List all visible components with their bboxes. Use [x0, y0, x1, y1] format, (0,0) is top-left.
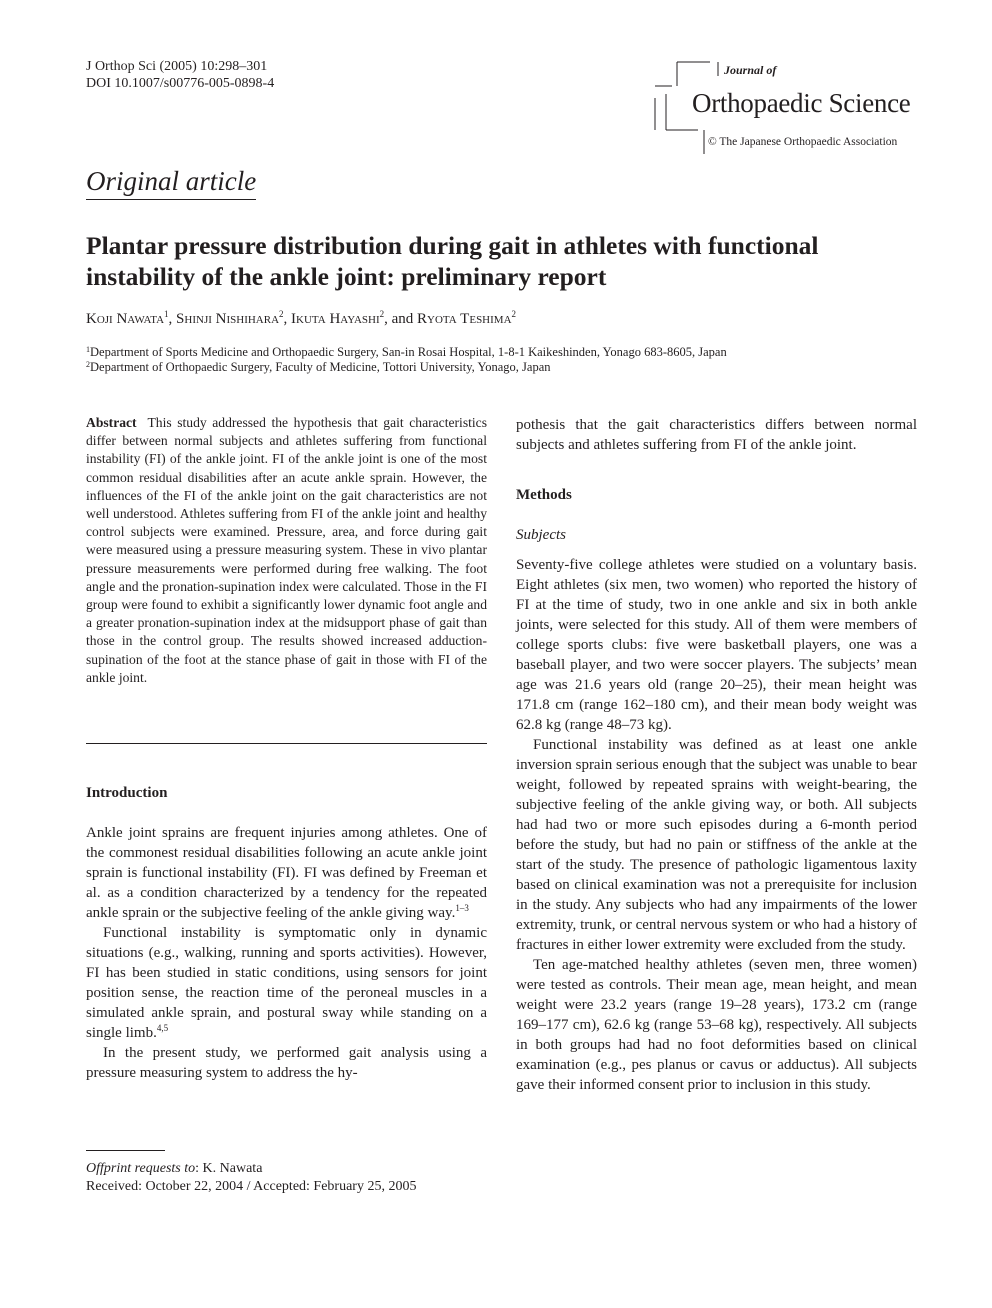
offprint-line [86, 1160, 416, 1178]
abstract [86, 414, 487, 687]
subjects-heading: Subjects [516, 527, 566, 543]
affiliation-number: 2 [86, 360, 90, 369]
introduction-heading: Introduction [86, 785, 168, 801]
subjects-paragraph-3: Ten age-matched healthy athletes (seven men, three women) were tested as controls. Their mean age, mean height, and mean weight were 23.2 years (range 19–28 years), 173.2 cm (range 169–177 cm), 62.6 kg (range 53–68 kg), respectively. All subjects in both groups had had no foot deformities based on clinical examination (e.g., pes planus or cavus or adductus). All subjects gave their informed consent prior to inclusion in this study. [516, 957, 917, 1093]
abstract-label: Abstract [86, 415, 137, 430]
author-separator: , and [384, 311, 418, 327]
introduction-paragraph-1 [86, 823, 487, 923]
logo-journal-title: Orthopaedic Science [692, 88, 911, 118]
author-affiliation-marker: 2 [511, 309, 517, 319]
introduction-paragraph-2 [86, 923, 487, 1043]
abstract-text: This study addressed the hypothesis that gait characteristics differ between normal subjects and athletes suffering from functional instability (FI) of the ankle joint. FI of the ankle joint is one of the most common residual disabilities after an acute ankle sprain. However, the influences of the FI of the ankle joint on the gait characteristics are not well understood. Athletes suffering from FI of the ankle joint and healthy control subjects were examined. Pressure, area, and force during gait were measured using a pressure measuring system. These in vivo plantar pressure measurements were performed during free walking. The foot angle and the pronation-supination index were calculated. Those in the FI group were found to exhibit a significantly lower dynamic foot angle and a greater pronation-supination index at the midsupport phase of gait than those in the control group. The results showed increased adduction-supination of the foot at the stance phase of gait in those with FI of the ankle joint. [86, 415, 487, 685]
affiliation-1 [86, 345, 727, 360]
offprint-name: : K. Nawata [195, 1161, 263, 1176]
subjects-paragraph-1: Seventy-five college athletes were studied on a voluntary basis. Eight athletes (six men, two women) who reported the history of FI at the time of study, two in one ankle and six in both ankle joints, were selected for this study. All of them were members of college sports clubs: five were basketball players, one was a baseball player, and two were soccer players. The subjects’ mean age was 21.6 years old (range 20–25), their mean height was 171.8 cm (range 162–180 cm), and their mean body weight was 62.8 kg (range 48–73 kg). [516, 557, 917, 733]
methods-heading: Methods [516, 487, 572, 503]
footnote [86, 1160, 416, 1196]
abstract-divider [86, 743, 487, 744]
reference-marker: 4,5 [156, 1023, 169, 1033]
journal-logo [652, 58, 932, 158]
received-accepted-line: Received: October 22, 2004 / Accepted: February 25, 2005 [86, 1179, 417, 1194]
author-affiliation-marker: 1 [164, 309, 169, 319]
right-column [516, 415, 917, 1095]
reference-marker: 1–3 [455, 903, 469, 913]
subjects-paragraph-2: Functional instability was defined as at least one ankle inversion sprain serious enough that the subject was unable to bear weight, followed by repeated sprains with weight-bearing, the subjective feeling of the ankle giving way, or both. All subjects had had two or more such episodes during a 6-month period before the study, but had no pain or stiffness of the ankle at the start of the study. The presence of pathologic ligamentous laxity based on clinical examination was not a prerequisite for inclusion in the study. Any subjects who had any impairments of the lower extremity, trunk, or central nervous system or who had a history of fractures in either lower extremity were excluded from the study. [516, 737, 917, 953]
citation-line: J Orthop Sci (2005) 10:298–301 [86, 59, 268, 74]
logo-journal-of: Journal of [724, 63, 777, 77]
affiliation-2 [86, 360, 551, 375]
introduction-section [86, 783, 487, 1083]
article-type: Original article [86, 166, 256, 200]
article-title: Plantar pressure distribution during gait in athletes with functional instability of the ankle joint: preliminary report [86, 231, 819, 291]
affiliation-text: Department of Orthopaedic Surgery, Faculty of Medicine, Tottori University, Yonago, Japan [90, 360, 551, 374]
author-separator: , [283, 311, 292, 327]
introduction-paragraph-3: In the present study, we performed gait analysis using a pressure measuring system to address the hy- [86, 1045, 487, 1081]
author-name: Shinji Nishihara [176, 311, 280, 327]
author-name: Ikuta Hayashi [291, 311, 380, 327]
author-affiliation-marker: 2 [279, 309, 284, 319]
footnote-divider [86, 1150, 165, 1151]
affiliation-text: Department of Sports Medicine and Orthopaedic Surgery, San-in Rosai Hospital, 1-8-1 Kaikeshinden, Yonago 683-8605, Japan [90, 345, 727, 359]
journal-citation [86, 58, 274, 92]
author-affiliation-marker: 2 [379, 309, 385, 319]
doi-line: DOI 10.1007/s00776-005-0898-4 [86, 76, 275, 91]
paragraph-text: Functional instability is symptomatic only in dynamic situations (e.g., walking, running and sports activities). However, FI has been studied in static conditions, using sensors for joint position sense, the reaction time of the peroneal muscles in a simulated ankle sprain, and postural sway while standing on a single limb. [86, 925, 487, 1041]
offprint-label: Offprint requests to [86, 1161, 196, 1176]
author-name: Ryota Teshima [417, 311, 512, 327]
affiliation-number: 1 [86, 345, 90, 354]
author-separator: , [168, 311, 177, 327]
author-name: Koji Nawata [86, 311, 165, 327]
hypothesis-continuation: pothesis that the gait characteristics differs between normal subjects and athletes suffering from FI of the ankle joint. [516, 417, 917, 453]
author-list [86, 311, 516, 328]
logo-association: © The Japanese Orthopaedic Association [708, 136, 898, 148]
paragraph-text: Ankle joint sprains are frequent injuries among athletes. One of the commonest residual disabilities following an acute ankle joint sprain is functional instability (FI). FI was defined by Freeman et al. as a condition characterized by a tendency for the repeated ankle sprain or the subjective feeling of the ankle giving way. [86, 825, 487, 921]
